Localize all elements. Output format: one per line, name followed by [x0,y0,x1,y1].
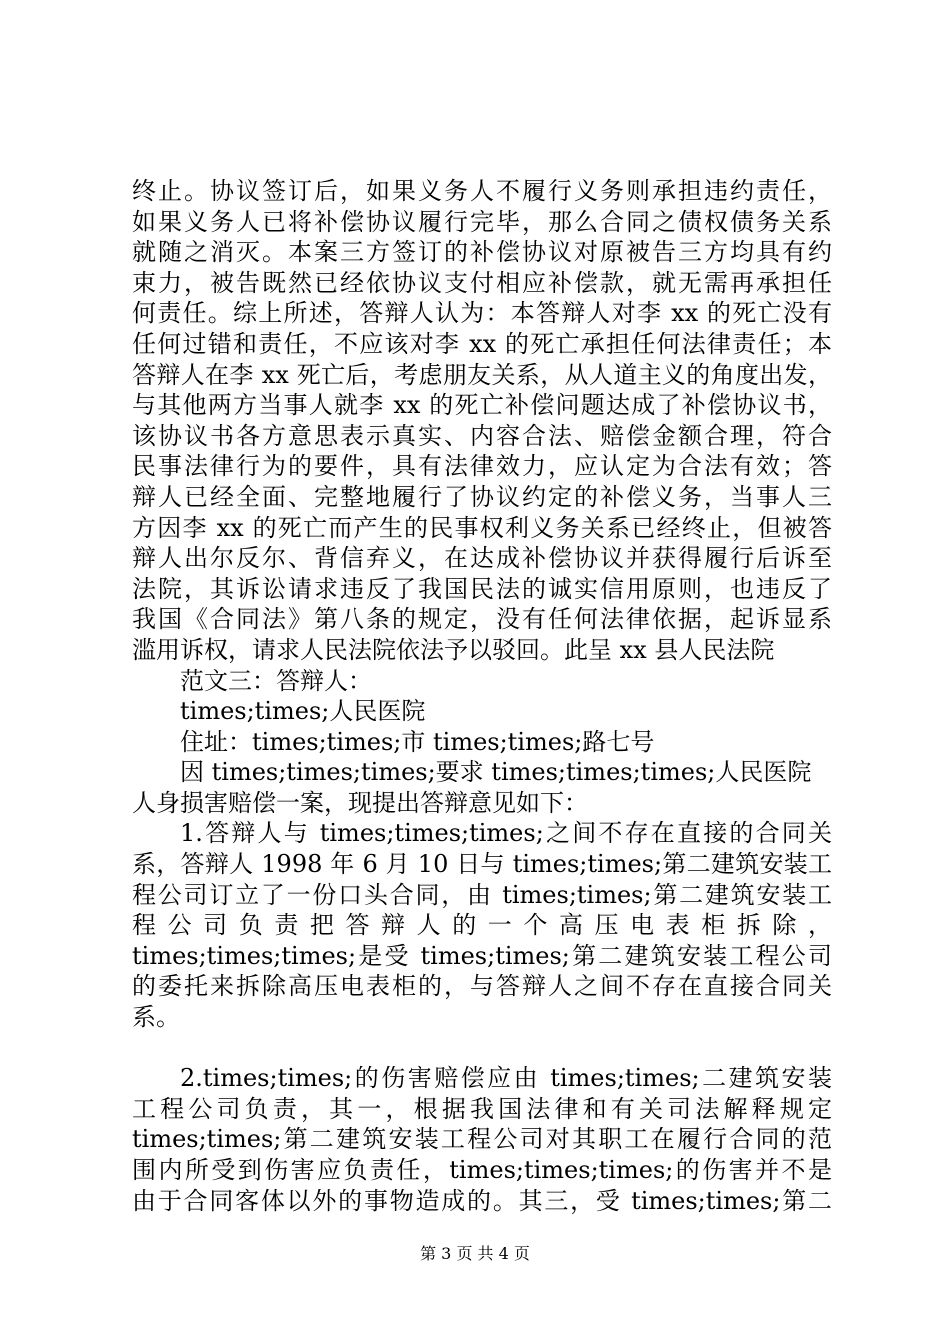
section-heading: 范文三：答辩人： [180,666,372,695]
text-line: 围内所受到伤害应负责任，times;times;times;的伤害并不是 [132,1156,832,1184]
text-line: 法院，其诉讼请求违反了我国民法的诚实信用原则，也违反了 [132,574,832,603]
text-line: 工程公司负责，其一，根据我国法律和有关司法解释规定 [132,1094,832,1123]
text-line: 1.答辩人与 times;times;times;之间不存在直接的合同关 [180,819,832,848]
text-line: 系。 [132,1003,180,1032]
text-line: 2.times;times;的伤害赔偿应由 times;times;二建筑安装 [180,1064,832,1093]
text-line: 系，答辩人 1998 年 6 月 10 日与 times;times;第二建筑安装工 [132,850,832,879]
text-line: 的委托来拆除高压电表柜的，与答辩人之间不存在直接合同关 [132,972,832,1001]
text-line: 终止。协议签订后，如果义务人不履行义务则承担违约责任， [132,177,832,205]
text-line: 我国《合同法》第八条的规定，没有任何法律依据，起诉显系 [132,605,832,634]
page-number-footer: 第 3 页 共 4 页 [420,1244,530,1263]
text-line: 滥用诉权，请求人民法院依法予以驳回。此呈 xx 县人民法院 [132,635,775,664]
text-line: 因 times;times;times;要求 times;times;times;人民医院 [180,758,812,787]
blank-line [132,1033,832,1064]
text-line: 束力，被告既然已经依协议支付相应补偿款，就无需再承担任 [132,268,832,297]
text-line: 人身损害赔偿一案，现提出答辩意见如下： [132,788,588,817]
text-line: 程公司订立了一份口头合同，由 times;times;第二建筑安装工 [132,880,832,909]
text-line: 该协议书各方意思表示真实、内容合法、赔偿金额合理，符合 [132,421,832,450]
text-line: 民事法律行为的要件，具有法律效力，应认定为合法有效；答 [132,452,832,481]
text-line: 辩人出尔反尔、背信弃义，在达成补偿协议并获得履行后诉至 [132,544,832,573]
text-line: 住址：times;times;市 times;times;路七号 [180,727,655,756]
text-line: times;times;第二建筑安装工程公司对其职工在履行合同的范 [132,1125,832,1154]
text-line: 答辩人在李 xx 死亡后，考虑朋友关系，从人道主义的角度出发， [132,360,832,389]
text-line: times;times;times;是受 times;times;第二建筑安装工程公司 [132,941,832,970]
text-line: 与其他两方当事人就李 xx 的死亡补偿问题达成了补偿协议书， [132,391,832,420]
text-line: 任何过错和责任，不应该对李 xx 的死亡承担任何法律责任；本 [132,329,832,358]
text-line: 如果义务人已将补偿协议履行完毕，那么合同之债权债务关系 [132,207,832,236]
text-line: 程 公 司 负 责 把 答 辩 人 的 一 个 高 压 电 表 柜 拆 除 ， [132,911,832,940]
document-body [132,176,832,1216]
text-line: 何责任。综上所述，答辩人认为：本答辩人对李 xx 的死亡没有 [132,299,832,328]
text-line: 辩人已经全面、完整地履行了协议约定的补偿义务，当事人三 [132,482,832,511]
text-line: times;times;人民医院 [180,697,426,726]
text-line: 就随之消灭。本案三方签订的补偿协议对原被告三方均具有约 [132,238,832,267]
text-line: 方因李 xx 的死亡而产生的民事权利义务关系已经终止，但被答 [132,513,832,542]
text-line: 由于合同客体以外的事物造成的。其三，受 times;times;第二 [132,1186,832,1215]
